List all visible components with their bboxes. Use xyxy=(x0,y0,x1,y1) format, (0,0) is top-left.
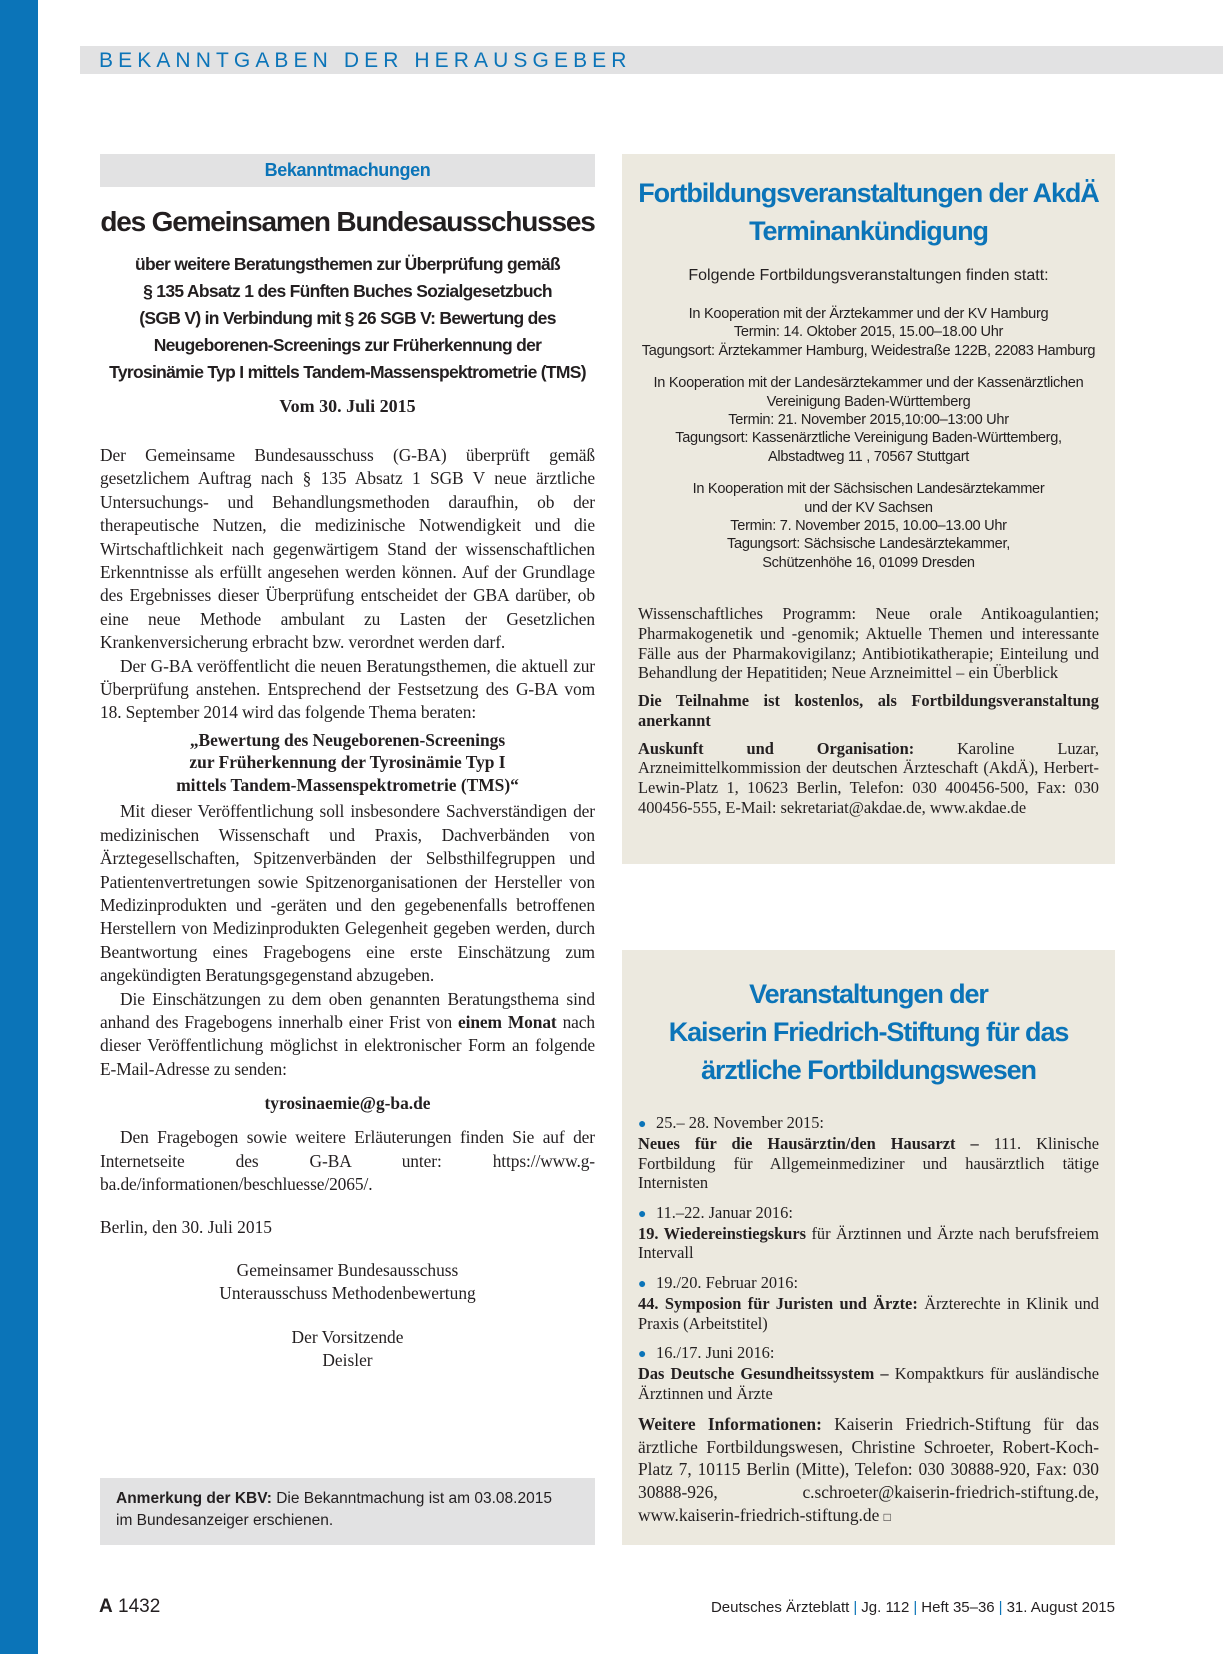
event-date-row xyxy=(638,1203,1099,1224)
signature-org: Gemeinsamer Bundesausschuss xyxy=(236,1260,459,1281)
paragraph-deadline xyxy=(100,988,595,1082)
kfs-title-line: ärztliche Fortbildungswesen xyxy=(701,1055,1036,1085)
paragraph-invitation: Mit dieser Veröffentlichung soll insbesondere Sachverständigen der medizinischen Wissenschaft und Praxis, Dachverbänden von Ärztegesellschaften, Spitzenverbänden der Selbsthilfegruppen und Patientenvertretungen sowie Spitzenorganisationen der Hersteller von Medizinprodukten und -geräten und den gegebenenfalls betroffenen Herstellern von Medizinprodukten Gelegenheit gegeben werden, durch Beantwortung eines Fragebogens eine erste Einschätzung zum angekündigten Beratungsgegenstand abzugeben. xyxy=(100,801,595,986)
contact-label: Auskunft und Organisation: xyxy=(638,738,915,758)
akdae-event-hamburg xyxy=(622,305,1115,360)
akdae-events-box xyxy=(622,154,1115,864)
event-title: Neues für die Hausärztin/den Hausarzt – xyxy=(638,1134,979,1154)
bullet-icon: ● xyxy=(638,1276,647,1292)
event-description: Ärzterechte in Klinik und Praxis (Arbeitstitel) xyxy=(638,1294,1100,1333)
event-line: In Kooperation mit der Ärztekammer und der KV Hamburg xyxy=(688,306,1049,322)
event-description: für Ärztinnen und Ärzte nach berufsfreiem Intervall xyxy=(638,1224,1099,1263)
contact-text: Karoline Luzar, Arzneimittelkommission der deutschen Ärzteschaft (AkdÄ), Herbert-Lewin-Platz 1, 10623 Berlin, Telefon: 030 400456-500, Fax: 030 400456-555, E-Mail: sekretariat@akdae.de, www.akdae.de xyxy=(638,738,1099,817)
event-line: In Kooperation mit der Landesärztekammer und der Kassenärztlichen xyxy=(653,375,1084,392)
akdae-lead: Folgende Fortbildungsveranstaltungen finden statt: xyxy=(688,267,1049,284)
akdae-contact xyxy=(638,739,1099,818)
journal-footer xyxy=(711,1598,1115,1618)
quote-line: mittels Tandem-Massenspektrometrie (TMS)“ xyxy=(176,774,519,795)
event-date: 25.– 28. November 2015: xyxy=(656,1113,824,1132)
akdae-title-line-2: Terminankündigung xyxy=(749,216,988,246)
announcement-date: Vom 30. Juli 2015 xyxy=(279,396,416,416)
event-date: 19./20. Februar 2016: xyxy=(656,1272,799,1292)
event-date: 16./17. Juni 2016: xyxy=(656,1343,775,1363)
more-info-text: Kaiserin Friedrich-Stiftung für das ärztliche Fortbildungswesen, Christine Schroeter, Robert-Koch-Platz 7, 10115 Berlin (Mitte), Telefon: 030 30888-920, Fax: 030 30888-926, c.schroeter@kaiserin-friedrich-stiftung.de, www.kaiserin-friedrich-stiftung.de xyxy=(638,1414,1100,1525)
signature-block xyxy=(100,1259,595,1372)
list-item xyxy=(638,1113,1099,1193)
event-date-row xyxy=(638,1113,1099,1134)
akdae-title xyxy=(622,154,1115,250)
paragraph-topics: Der G-BA veröffentlicht die neuen Beratungsthemen, die aktuell zur Überprüfung anstehen. Entsprechend der Festsetzung des G-BA vom 18. September 2014 wird das folgende Thema beraten: xyxy=(100,655,595,723)
akdae-event-stuttgart xyxy=(622,374,1115,466)
page-number xyxy=(99,1596,160,1618)
list-item xyxy=(638,1203,1099,1263)
page-prefix: A xyxy=(99,1596,113,1617)
footer-separator: | xyxy=(913,1599,918,1616)
akdae-event-dresden xyxy=(622,480,1115,572)
announcement-subtitle xyxy=(100,251,595,386)
signature-role: Der Vorsitzende xyxy=(291,1327,404,1348)
list-item xyxy=(638,1343,1099,1403)
event-date: 11.–22. Januar 2016: xyxy=(656,1202,793,1222)
more-info-label: Weitere Informationen: xyxy=(638,1414,822,1435)
footer-separator: | xyxy=(853,1599,858,1616)
akdae-free-note xyxy=(638,691,1099,730)
event-line: Tagungsort: Kassenärztliche Vereinigung Baden-Württemberg, xyxy=(675,430,1062,447)
journal-date: 31. August 2015 xyxy=(1006,1599,1115,1616)
signature-unit: Unterausschuss Methodenbewertung xyxy=(219,1283,476,1304)
note-line-1: Die Bekanntmachung ist am 03.08.2015 xyxy=(276,1490,552,1507)
event-description: Kompaktkurs für ausländische Ärztinnen und Ärzte xyxy=(638,1364,1100,1403)
bullet-icon: ● xyxy=(638,1347,647,1363)
event-line: Vereinigung Baden-Württemberg xyxy=(766,393,971,410)
quote-line: zur Früherkennung der Tyrosinämie Typ I xyxy=(189,752,506,773)
paragraph-website: Den Fragebogen sowie weitere Erläuterungen finden Sie auf der Internetseite des G-BA unter: https://www.g-ba.de/informationen/beschluesse/2065/. xyxy=(100,1127,595,1195)
footer-separator: | xyxy=(998,1599,1003,1616)
akdae-details xyxy=(622,604,1115,817)
paragraph-intro: Der Gemeinsame Bundesausschuss (G-BA) überprüft gemäß gesetzlichem Auftrag nach § 135 Absatz 1 SGB V neue ärztliche Untersuchungs- und Behandlungsmethoden daraufhin, ob der therapeutische Nutzen, die medizinische Notwendigkeit und die Wirtschaftlichkeit nach gegenwärtigem Stand der wissenschaftlichen Erkenntnisse als erfüllt angesehen werden können. Auf der Grundlage des Ergebnisses dieser Überprüfung entscheidet der GBA darüber, ob eine neue Methode ambulant zu Lasten der Gesetzlichen Krankenversicherung erbracht bzw. verordnet werden darf. xyxy=(100,445,595,653)
page-number-value: 1432 xyxy=(118,1596,161,1617)
topic-quote xyxy=(100,729,595,797)
akdae-program: Wissenschaftliches Programm: Neue orale Antikoagulantien; Pharmakogenetik und -genomik; Aktuelle Themen und interessante Fälle aus der Pharmakovigilanz; Antibiotikatherapie; Einteilung und Behandlung der Hepatitiden; Neue Arzneimittel – ein Überblick xyxy=(638,604,1099,683)
subtitle-line: Neugeborenen-Screenings zur Früherkennung der xyxy=(153,335,542,355)
place-date: Berlin, den 30. Juli 2015 xyxy=(100,1217,272,1238)
akdae-title-line-1: Fortbildungsveranstaltungen der AkdÄ xyxy=(638,178,1099,208)
event-title: 44. Symposion für Juristen und Ärzte: xyxy=(638,1294,918,1314)
event-line: Tagungsort: Ärztekammer Hamburg, Weidestraße 122B, 22083 Hamburg xyxy=(641,342,1096,359)
subtitle-line: (SGB V) in Verbindung mit § 26 SGB V: Bewertung des xyxy=(139,308,556,328)
event-line: Tagungsort: Sächsische Landesärztekammer, xyxy=(727,536,1010,553)
signature-name: Deisler xyxy=(322,1350,373,1371)
list-item xyxy=(638,1273,1099,1333)
left-color-bar xyxy=(0,0,38,1654)
event-line: Termin: 14. Oktober 2015, 15.00–18.00 Uhr xyxy=(733,324,1004,341)
subtitle-line: Tyrosinämie Typ I mittels Tandem-Massenspektrometrie (TMS) xyxy=(109,362,586,382)
free-note-text: Die Teilnahme ist kostenlos, als Fortbildungsveranstaltung anerkannt xyxy=(638,691,1099,730)
event-date-row xyxy=(638,1273,1099,1294)
event-description: 111. Klinische Fortbildung für Allgemeinmediziner und hausärztlich tätige Internisten xyxy=(638,1134,1099,1193)
kfs-events-box xyxy=(622,950,1115,1545)
section-label: BEKANNTGABEN DER HERAUSGEBER xyxy=(99,49,632,72)
journal-issue: Heft 35–36 xyxy=(921,1599,995,1616)
event-line: Termin: 21. November 2015,10:00–13:00 Uhr xyxy=(728,412,1009,429)
event-line: Schützenhöhe 16, 01099 Dresden xyxy=(762,554,975,571)
note-line-2: im Bundesanzeiger erschienen. xyxy=(116,1512,334,1529)
event-title: 19. Wiedereinstiegskurs xyxy=(638,1224,806,1244)
note-label: Anmerkung der KBV: xyxy=(116,1490,272,1507)
kfs-title xyxy=(622,950,1115,1089)
signature-spacer xyxy=(100,1305,595,1326)
deadline-text-before: Die Einschätzungen zu dem oben genannten Beratungsthema sind anhand des Fragebogens innerhalb einer Frist von xyxy=(100,988,595,1033)
kfs-event-list xyxy=(622,1113,1115,1403)
subtitle-line: über weitere Beratungsthemen zur Überprüfung gemäß xyxy=(135,254,560,274)
event-line: Termin: 7. November 2015, 10.00–13.00 Uhr xyxy=(730,518,1007,535)
deadline-period: einem Monat xyxy=(458,1012,557,1033)
kicker-label: Bekanntmachungen xyxy=(100,154,595,187)
quote-line: „Bewertung des Neugeborenen-Screenings xyxy=(189,729,506,750)
announcement-column xyxy=(100,154,595,1372)
event-line: In Kooperation mit der Sächsischen Landesärztekammer xyxy=(692,481,1045,498)
announcement-title: des Gemeinsamen Bundesausschusses xyxy=(100,206,595,237)
bullet-icon: ● xyxy=(638,1206,647,1222)
event-title: Das Deutsche Gesundheitssystem – xyxy=(638,1364,889,1384)
kfs-more-info xyxy=(622,1413,1115,1528)
bullet-icon: ● xyxy=(638,1117,647,1132)
journal-volume: Jg. 112 xyxy=(861,1599,910,1616)
kbv-note-box xyxy=(100,1478,595,1545)
journal-name: Deutsches Ärzteblatt xyxy=(710,1599,850,1616)
deadline-text-after: nach dieser Veröffentlichung möglichst in elektronischer Form an folgende E-Mail-Adresse zu senden: xyxy=(100,1012,596,1079)
kfs-title-line: Veranstaltungen der xyxy=(749,979,988,1009)
kfs-title-line: Kaiserin Friedrich-Stiftung für das xyxy=(668,1017,1069,1047)
end-of-article-icon: □ xyxy=(883,1509,891,1524)
event-line: und der KV Sachsen xyxy=(804,499,933,516)
event-line: Albstadtweg 11 , 70567 Stuttgart xyxy=(767,448,970,465)
subtitle-line: § 135 Absatz 1 des Fünften Buches Sozialgesetzbuch xyxy=(143,281,552,301)
event-date-row xyxy=(638,1343,1099,1364)
submission-email-link[interactable]: tyrosinaemie@g-ba.de xyxy=(264,1093,431,1114)
